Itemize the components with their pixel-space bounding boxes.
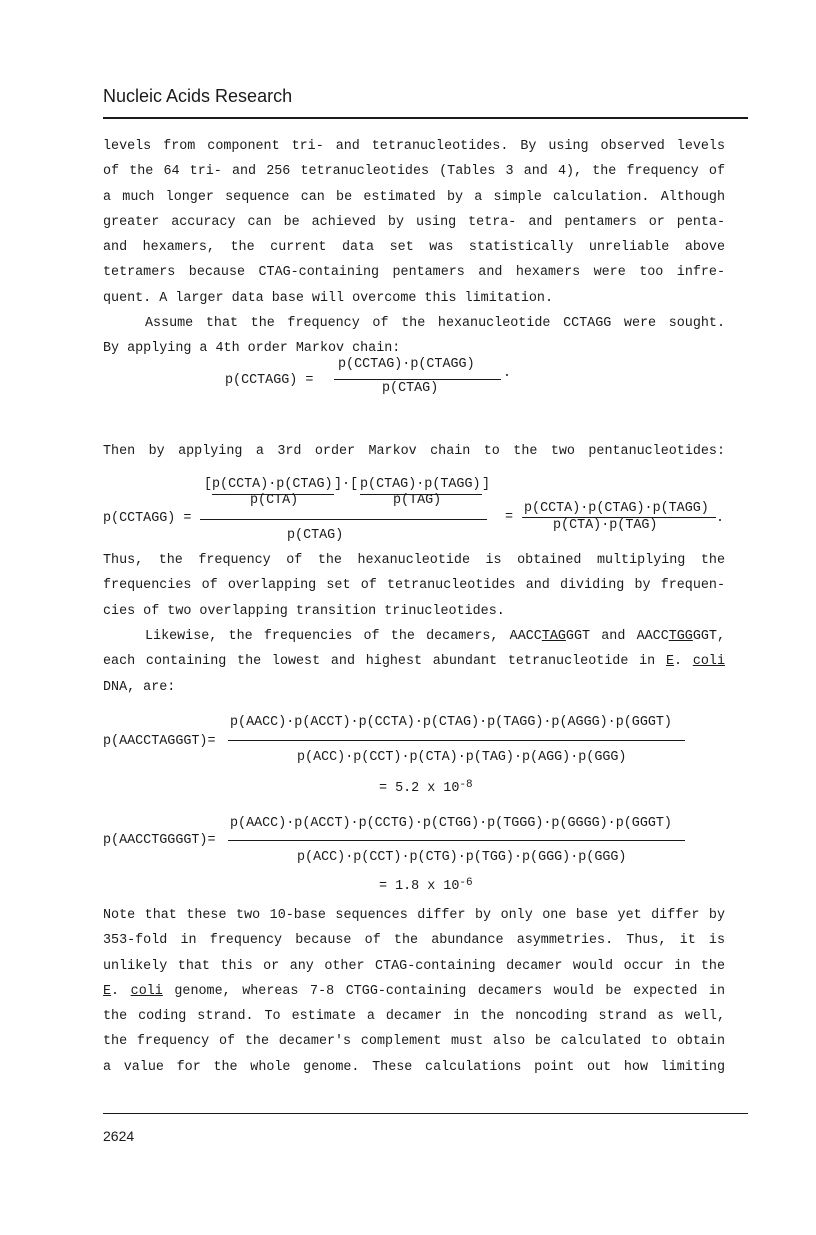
underlined-sequence: TGG bbox=[668, 629, 693, 644]
text-line: Note that these two 10-base sequences differ by only one base yet differ by bbox=[103, 908, 725, 923]
eq1-denominator: p(CTAG) bbox=[382, 381, 439, 396]
text-line: Then by applying a 3rd order Markov chain to the two pentanucleotides: bbox=[103, 444, 725, 459]
eq2-inner2-denominator: p(TAG) bbox=[393, 493, 442, 508]
eq2-rhs-numerator: p(CCTA)·p(CTAG)·p(TAGG) bbox=[524, 501, 709, 516]
species-genus: E bbox=[103, 983, 112, 999]
eq4-result: = 1.8 x $10^{-6}$ bbox=[379, 877, 473, 894]
text-line: 353-fold in frequency because of the abundance asymmetries. Thus, it is bbox=[103, 933, 725, 949]
eq2-outer-denominator: p(CTAG) bbox=[287, 528, 344, 543]
text-line: a value for the whole genome. These calculations point out how limiting bbox=[103, 1059, 725, 1075]
text-line: quent. A larger data base will overcome this limitation. bbox=[103, 290, 553, 306]
text-line: of the 64 tri- and 256 tetranucleotides (Tables 3 and 4), the frequency of bbox=[103, 164, 725, 180]
text-line: Thus, the frequency of the hexanucleotide is obtained multiplying the bbox=[103, 553, 725, 568]
eq2-inner2-numerator: p(CTAG)·p(TAGG) bbox=[360, 477, 481, 492]
text-line: tetramers because CTAG-containing pentamers and hexamers were too infre- bbox=[103, 265, 725, 281]
eq4-numerator: p(AACC)·p(ACCT)·p(CCTG)·p(CTGG)·p(TGGG)·p(GGGG)·p(GGGT) bbox=[230, 816, 672, 831]
fraction-bar bbox=[228, 840, 685, 841]
paragraph-4 bbox=[103, 548, 725, 624]
text-line: DNA, are: bbox=[103, 679, 176, 695]
eq3-result: = 5.2 x $10^{-8}$ bbox=[379, 779, 473, 796]
text-line: Likewise, the frequencies of the decamers, AACCTAGGGT and AACCTGGGGT, bbox=[145, 629, 725, 644]
eq1-tail: . bbox=[503, 366, 512, 381]
eq2-rhs-denominator: p(CTA)·p(TAG) bbox=[553, 518, 658, 533]
header-rule bbox=[103, 117, 748, 119]
eq3-denominator: p(ACC)·p(CCT)·p(CTA)·p(TAG)·p(AGG)·p(GGG) bbox=[297, 750, 627, 765]
exponent: -6 bbox=[459, 877, 473, 889]
eq2-inner1-numerator: p(CCTA)·p(CTAG) bbox=[212, 477, 333, 492]
footer-rule bbox=[103, 1113, 748, 1114]
eq2-middle-brackets: ]·[ bbox=[334, 477, 359, 492]
eq2-equals: = bbox=[505, 510, 514, 525]
text-line: the coding strand. To estimate a decamer in the noncoding strand as well, bbox=[103, 1009, 725, 1025]
eq3-lhs: p(AACCTAGGGT)= bbox=[103, 734, 216, 749]
underlined-sequence: TAG bbox=[541, 629, 566, 644]
species-name: coli bbox=[130, 983, 163, 999]
text-line: unlikely that this or any other CTAG-containing decamer would occur in the bbox=[103, 958, 725, 974]
eq3-numerator: p(AACC)·p(ACCT)·p(CCTA)·p(CTAG)·p(TAGG)·p(AGGG)·p(GGGT) bbox=[230, 715, 672, 730]
exponent: -8 bbox=[459, 779, 473, 791]
species-genus: E bbox=[665, 654, 675, 670]
page-number: 2624 bbox=[103, 1128, 135, 1144]
eq2-close-bracket: ] bbox=[482, 477, 491, 492]
text-line: cies of two overlapping transition trinucleotides. bbox=[103, 603, 505, 619]
species-name: coli bbox=[692, 654, 725, 670]
paragraph-1 bbox=[103, 134, 725, 311]
text-line: frequencies of overlapping set of tetranucleotides and dividing by frequen- bbox=[103, 578, 725, 594]
fraction-bar bbox=[334, 379, 501, 380]
eq2-inner1-denominator: p(CTA) bbox=[250, 493, 299, 508]
eq4-lhs: p(AACCTGGGGT)= bbox=[103, 833, 216, 848]
text-line: each containing the lowest and highest abundant tetranucleotide in E. coli bbox=[103, 654, 725, 670]
fraction-bar bbox=[228, 740, 685, 741]
paragraph-5 bbox=[103, 624, 725, 700]
journal-title: Nucleic Acids Research bbox=[103, 86, 293, 106]
text-line: By applying a 4th order Markov chain: bbox=[103, 341, 401, 357]
eq1-numerator: p(CCTAG)·p(CTAGG) bbox=[338, 357, 475, 372]
text-line: a much longer sequence can be estimated by a simple calculation. Although bbox=[103, 189, 725, 205]
text-line: and hexamers, the current data set was statistically unreliable above bbox=[103, 240, 725, 256]
text-line: the frequency of the decamer's complement must also be calculated to obtain bbox=[103, 1034, 725, 1050]
eq1-lhs: p(CCTAGG) = bbox=[225, 373, 314, 388]
paragraph-3 bbox=[103, 439, 725, 464]
eq2-lhs: p(CCTAGG) = bbox=[103, 511, 192, 526]
paragraph-6 bbox=[103, 903, 725, 1080]
eq2-tail: . bbox=[716, 511, 725, 526]
eq4-denominator: p(ACC)·p(CCT)·p(CTG)·p(TGG)·p(GGG)·p(GGG) bbox=[297, 850, 627, 865]
fraction-bar bbox=[200, 519, 487, 520]
eq2-open-bracket: [ bbox=[204, 477, 213, 492]
text-line: E. coli genome, whereas 7-8 CTGG-containing decamers would be expected in bbox=[103, 983, 725, 999]
paragraph-2 bbox=[103, 311, 725, 362]
text-line: levels from component tri- and tetranucleotides. By using observed levels bbox=[103, 139, 725, 154]
text-line: Assume that the frequency of the hexanucleotide CCTAGG were sought. bbox=[145, 316, 725, 331]
text-line: greater accuracy can be achieved by using tetra- and pentamers or penta- bbox=[103, 214, 725, 230]
